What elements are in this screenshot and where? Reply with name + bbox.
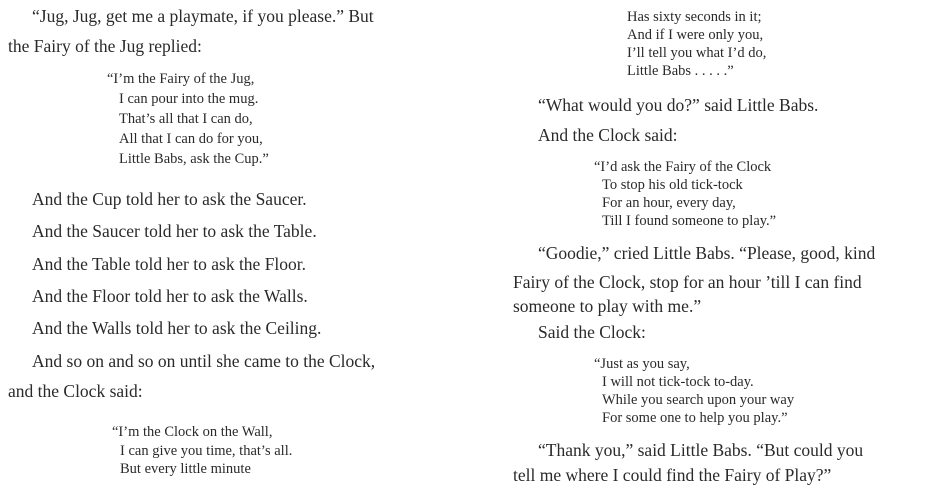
verse-line: “I’m the Clock on the Wall, [112, 424, 273, 440]
verse-line: I’ll tell you what I’d do, [627, 45, 767, 61]
paragraph-line: “Goodie,” cried Little Babs. “Please, good, kind [538, 243, 876, 263]
verse-line: I will not tick-tock to-day. [602, 374, 754, 390]
paragraph-line: And so on and so on until she came to the Clock, [32, 351, 376, 371]
paragraph-line: And the Saucer told her to ask the Table. [32, 221, 317, 241]
paragraph-line: someone to play with me.” [513, 296, 702, 316]
verse-line: Has sixty seconds in it; [627, 9, 762, 25]
verse-line: “I’m the Fairy of the Jug, [107, 71, 255, 87]
paragraph-line: tell me where I could find the Fairy of Play?” [513, 465, 832, 485]
verse-line: For some one to help you play.” [602, 410, 788, 426]
paragraph-line: And the Cup told her to ask the Saucer. [32, 189, 307, 209]
verse-line: All that I can do for you, [119, 131, 263, 147]
paragraph-line: And the Table told her to ask the Floor. [32, 254, 307, 274]
paragraph-line: And the Clock said: [538, 125, 678, 145]
verse-line: I can pour into the mug. [119, 91, 259, 107]
verse-line: For an hour, every day, [602, 195, 736, 211]
paragraph-line: Fairy of the Clock, stop for an hour ’till I can find [513, 272, 862, 292]
verse-line: While you search upon your way [602, 392, 795, 408]
paragraph-line: the Fairy of the Jug replied: [8, 36, 202, 56]
verse-line: “Just as you say, [594, 356, 690, 372]
paragraph-line: “What would you do?” said Little Babs. [538, 95, 819, 115]
paragraph-line: “Jug, Jug, get me a playmate, if you please.” But [32, 6, 374, 26]
paragraph-line: Said the Clock: [538, 322, 646, 342]
verse-line: But every little minute [120, 461, 251, 477]
verse-line: Till I found someone to play.” [602, 213, 777, 229]
paragraph-line: “Thank you,” said Little Babs. “But could you [538, 440, 864, 460]
verse-line: That’s all that I can do, [119, 111, 253, 127]
paragraph-line: And the Walls told her to ask the Ceiling. [32, 318, 322, 338]
paragraph-line: And the Floor told her to ask the Walls. [32, 286, 308, 306]
verse-line: I can give you time, that’s all. [120, 443, 293, 459]
verse-line: Little Babs, ask the Cup.” [119, 151, 269, 167]
verse-line: Little Babs . . . . .” [627, 63, 734, 79]
paragraph-line: and the Clock said: [8, 381, 143, 401]
verse-line: “I’d ask the Fairy of the Clock [594, 159, 772, 175]
verse-line: And if I were only you, [627, 27, 764, 43]
verse-line: To stop his old tick-tock [602, 177, 743, 193]
